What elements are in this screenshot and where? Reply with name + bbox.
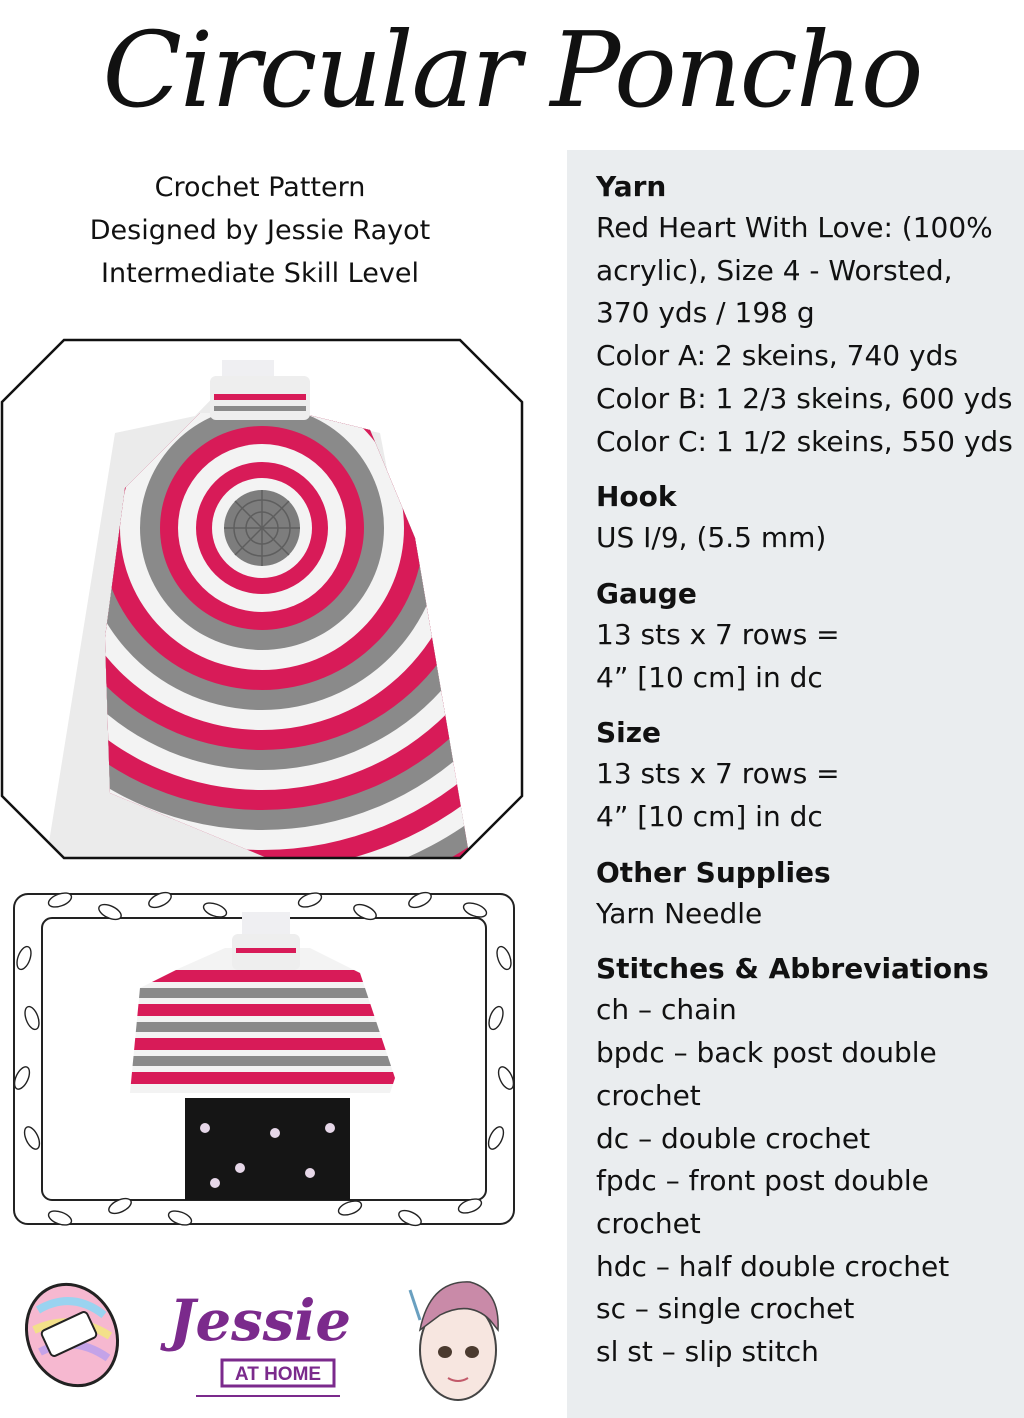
section-line: fpdc – front post double: [596, 1164, 929, 1198]
section-line: dc – double crochet: [596, 1121, 871, 1155]
section-line: crochet: [596, 1078, 701, 1112]
section-line: Yarn Needle: [596, 896, 763, 930]
intro-line-pattern-type: Crochet Pattern: [154, 172, 366, 203]
section-heading: Hook: [596, 480, 677, 514]
materials-panel: [567, 150, 1024, 1418]
poncho-back-photo: [0, 338, 524, 860]
section-line: Color A: 2 skeins, 740 yds: [596, 339, 958, 373]
section-line: acrylic), Size 4 - Worsted,: [596, 253, 953, 287]
svg-text:Jessie: Jessie: [168, 1288, 352, 1354]
intro-line-skill-level: Intermediate Skill Level: [101, 258, 419, 289]
section-line: crochet: [596, 1206, 701, 1240]
section-line: 13 sts x 7 rows =: [596, 617, 840, 651]
section-line: 370 yds / 198 g: [596, 296, 815, 330]
size-section: [596, 713, 1016, 838]
section-heading: Other Supplies: [596, 855, 831, 889]
section-heading: Gauge: [596, 576, 697, 610]
section-line: ch – chain: [596, 993, 737, 1027]
gauge-section: [596, 574, 1016, 699]
designer-portrait-icon: [410, 1282, 498, 1400]
section-line: sl st – slip stitch: [596, 1335, 819, 1369]
yarn-section: [596, 167, 1016, 463]
section-line: Color B: 1 2/3 skeins, 600 yds: [596, 381, 1013, 415]
poncho-front-photo: [0, 878, 528, 1240]
hook-section: [596, 477, 1016, 560]
svg-text:AT HOME: AT HOME: [234, 1364, 322, 1385]
section-heading: Stitches & Abbreviations: [596, 952, 989, 986]
section-line: hdc – half double crochet: [596, 1249, 950, 1283]
page-title: Circular Poncho: [102, 9, 922, 131]
brand-logos: [0, 1260, 560, 1418]
section-line: bpdc – back post double: [596, 1036, 937, 1070]
intro-line-designer: Designed by Jessie Rayot: [89, 215, 431, 246]
section-line: Red Heart With Love: (100%: [596, 211, 993, 244]
section-line: US I/9, (5.5 mm): [596, 521, 827, 555]
section-line: Color C: 1 1/2 skeins, 550 yds: [596, 424, 1013, 458]
yarn-skein-icon: [10, 1269, 134, 1400]
jessie-at-home-logo: [160, 1288, 351, 1396]
section-line: 13 sts x 7 rows =: [596, 757, 840, 791]
section-line: 4” [10 cm] in dc: [596, 800, 823, 834]
section-line: 4” [10 cm] in dc: [596, 660, 823, 694]
supplies-section: [596, 853, 1016, 936]
stitches-section: [596, 949, 1016, 1373]
pattern-intro: [30, 166, 490, 295]
section-heading: Yarn: [596, 170, 667, 203]
section-heading: Size: [596, 716, 662, 750]
section-line: sc – single crochet: [596, 1292, 855, 1326]
